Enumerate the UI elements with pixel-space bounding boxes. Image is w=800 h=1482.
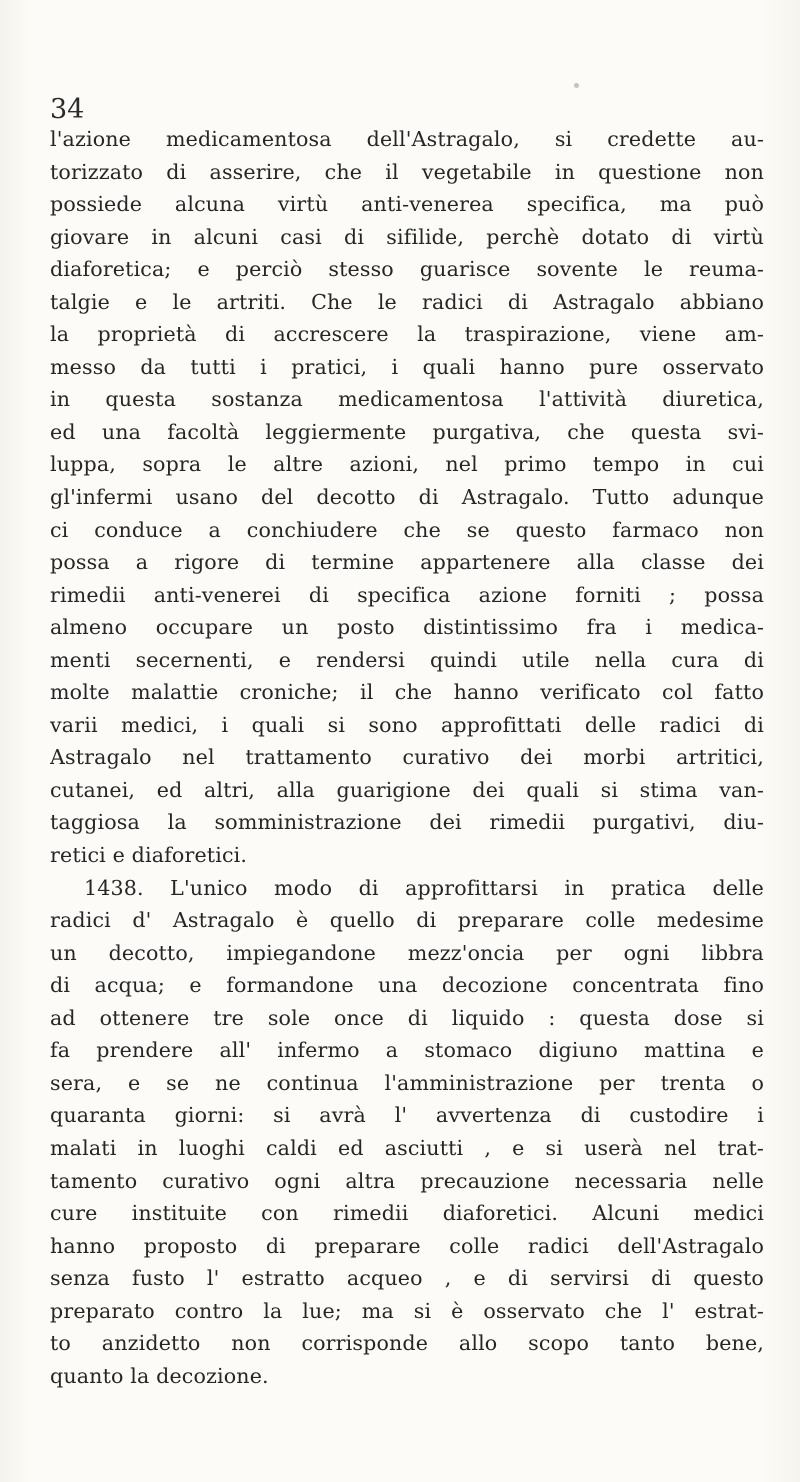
text-line: gl'infermi usano del decotto di Astragalo. Tutto adunque: [50, 485, 764, 510]
text-line: cure instituite con rimedii diaforetici. Alcuni medici: [50, 1201, 764, 1226]
text-line: luppa, sopra le altre azioni, nel primo tempo in cui: [50, 452, 764, 477]
text-line: quaranta giorni: si avrà l' avvertenza di custodire i: [50, 1103, 764, 1128]
text-line: possiede alcuna virtù anti-venerea specifica, ma può: [50, 192, 764, 217]
text-line: giovare in alcuni casi di sifilide, perchè dotato di virtù: [50, 224, 764, 249]
text-line: malati in luoghi caldi ed asciutti , e si userà nel trat-: [50, 1135, 764, 1160]
text-line: almeno occupare un posto distintissimo fra i medica-: [50, 615, 764, 640]
text-line: di acqua; e formandone una decozione concentrata fino: [50, 973, 764, 998]
text-line: sera, e se ne continua l'amministrazione per trenta o: [50, 1070, 764, 1095]
text-line: fa prendere all' infermo a stomaco digiuno mattina e: [50, 1038, 764, 1063]
text-line: in questa sostanza medicamentosa l'attività diuretica,: [50, 387, 764, 412]
text-line: radici d' Astragalo è quello di preparare colle medesime: [50, 908, 764, 933]
text-line: torizzato di asserire, che il vegetabile in questione non: [50, 159, 764, 184]
text-line: possa a rigore di termine appartenere alla classe dei: [50, 550, 764, 575]
text-line: ci conduce a conchiudere che se questo farmaco non: [50, 517, 764, 542]
text-line: talgie e le artriti. Che le radici di Astragalo abbiano: [50, 289, 764, 314]
text-line: taggiosa la somministrazione dei rimedii purgativi, diu-: [50, 810, 764, 835]
text-line: tamento curativo ogni altra precauzione necessaria nelle: [50, 1168, 764, 1193]
text-line: molte malattie croniche; il che hanno verificato col fatto: [50, 680, 764, 705]
text-line: ad ottenere tre sole once di liquido : questa dose si: [50, 1005, 764, 1030]
text-line: l'azione medicamentosa dell'Astragalo, si credette au-: [50, 127, 764, 151]
text-line: hanno proposto di preparare colle radici dell'Astragalo: [50, 1233, 764, 1258]
text-line: preparato contro la lue; ma si è osservato che l' estrat-: [50, 1298, 764, 1323]
text-line: menti secernenti, e rendersi quindi utile nella cura di: [50, 647, 764, 672]
text-line: quanto la decozione.: [50, 1363, 269, 1388]
text-line: cutanei, ed altri, alla guarigione dei quali si stima van-: [50, 777, 764, 802]
text-line: messo da tutti i pratici, i quali hanno pure osservato: [50, 354, 764, 379]
text-line: retici e diaforetici.: [50, 843, 248, 868]
text-line: la proprietà di accrescere la traspirazione, viene am-: [50, 322, 764, 347]
paper-speck: [574, 83, 579, 88]
text-line: un decotto, impiegandone mezz'oncia per ogni libbra: [50, 940, 764, 965]
text-line: rimedii anti-venerei di specifica azione forniti ; possa: [50, 582, 764, 607]
body-text: [50, 123, 764, 1392]
paragraph-start-line: 1438. L'unico modo di approfittarsi in pratica delle: [84, 875, 764, 900]
text-line: diaforetica; e perciò stesso guarisce sovente le reuma-: [50, 257, 764, 282]
text-line: senza fusto l' estratto acqueo , e di servirsi di questo: [50, 1266, 764, 1291]
text-line: to anzidetto non corrisponde allo scopo tanto bene,: [50, 1331, 764, 1356]
text-line: Astragalo nel trattamento curativo dei morbi artritici,: [50, 745, 764, 770]
text-line: varii medici, i quali si sono approfittati delle radici di: [50, 712, 764, 737]
text-line: ed una facoltà leggiermente purgativa, che questa svi-: [50, 419, 764, 444]
page-number: 34: [50, 94, 85, 125]
